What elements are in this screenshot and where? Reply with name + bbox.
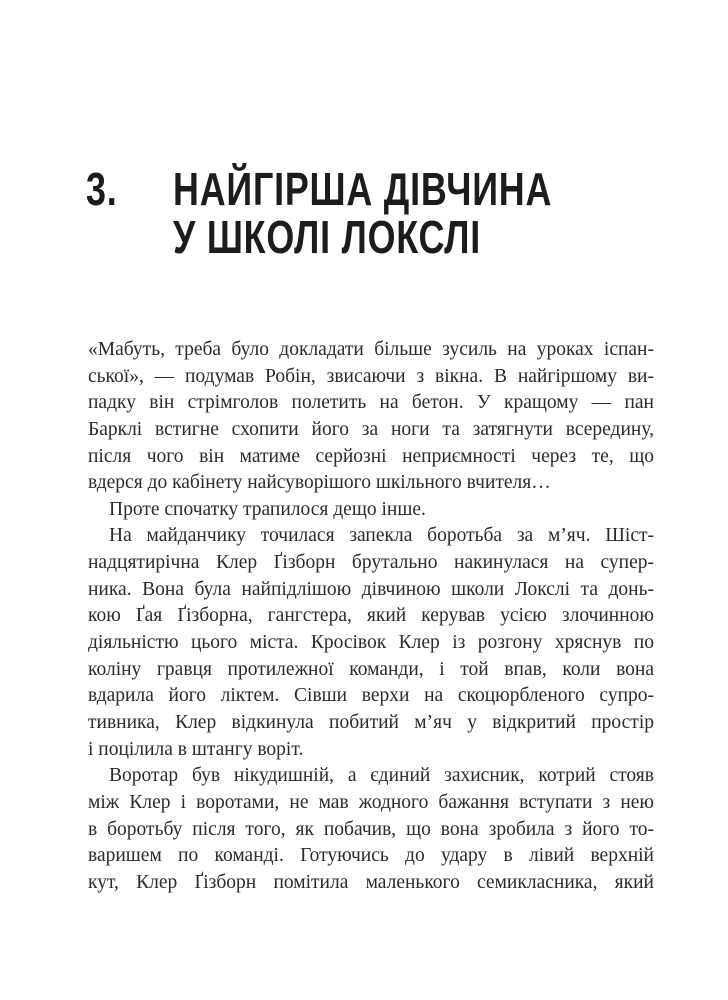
text-line: кою Ґая Ґізборна, гангстера, який керував усією злочинною	[88, 605, 654, 627]
text-line: коліну гравця протилежної команди, і той впав, коли вона	[88, 658, 654, 680]
text-line: ської», — подумав Робін, звисаючи з вікна. В найгіршому ви-	[88, 365, 654, 387]
text-line: ника. Вона була найпідлішою дівчиною школи Локслі та донь-	[88, 578, 654, 600]
text-line: Воротар був нікудишній, а єдиний захисник, котрий стояв	[109, 765, 654, 787]
text-line: і поцілила в штангу воріт.	[88, 738, 304, 760]
text-line: Проте спочатку трапилося дещо інше.	[109, 498, 426, 520]
text-line: падку він стрімголов полетить на бетон. У кращому — пан	[88, 392, 654, 414]
text-line: Барклі встигне схопити його за ноги та затягнути всередину,	[88, 418, 654, 440]
chapter-body-text	[88, 337, 654, 896]
text-line: «Мабуть, треба було докладати більше зусиль на уроках іспан-	[88, 339, 654, 360]
text-line: після чого він матиме серйозні неприємності через те, що	[88, 445, 654, 467]
text-line: варишем по команді. Готуючись до удару в лівий верхній	[88, 845, 654, 867]
text-line: вдерся до кабінету найсуворішого шкільного вчителя…	[88, 472, 551, 494]
chapter-title-line-2: У ШКОЛІ ЛОКСЛІ	[173, 211, 481, 263]
text-line: надцятирічна Клер Ґізборн брутально накинулася на супер-	[88, 552, 654, 574]
text-line: між Клер і воротами, не мав жодного бажання вступати з нею	[88, 791, 654, 813]
text-line: кут, Клер Ґізборн помітила маленького семикласника, який	[88, 871, 654, 893]
chapter-title-line-1: НАЙГІРША ДІВЧИНА	[173, 163, 553, 215]
text-line: тивника, Клер відкинула побитий м’яч у відкритий простір	[88, 711, 654, 733]
text-line: На майданчику точилася запекла боротьба за м’яч. Шіст-	[109, 525, 654, 547]
text-line: вдарила його ліктем. Сівши верхи на скоцюрбленого супро-	[88, 685, 654, 707]
text-line: в боротьбу після того, як побачив, що вона зробила з його то-	[88, 818, 654, 840]
chapter-number: 3.	[86, 163, 118, 215]
text-line: діяльністю цього міста. Кросівок Клер із розгону хряснув по	[88, 632, 654, 654]
